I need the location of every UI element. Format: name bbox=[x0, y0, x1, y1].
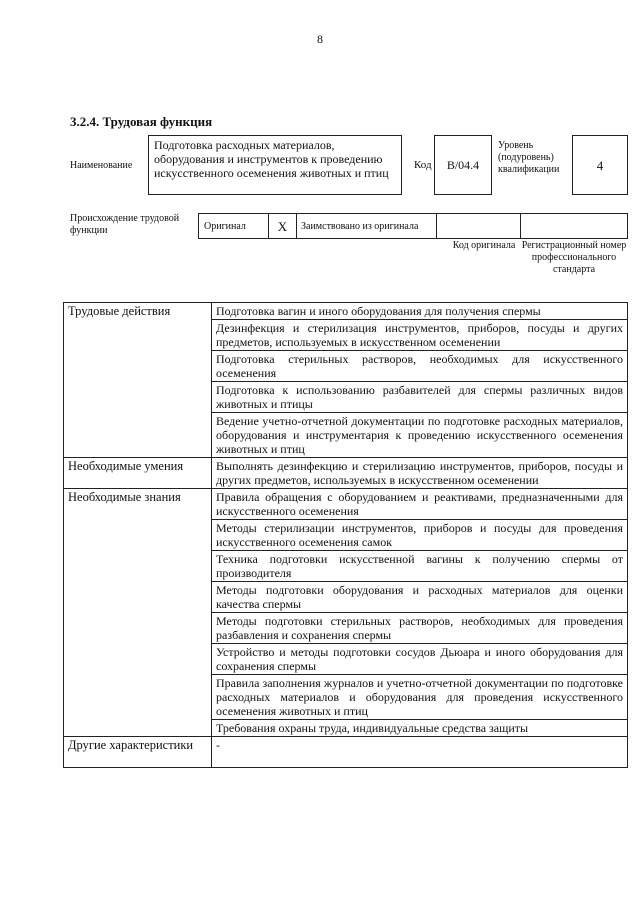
table-row bbox=[64, 458, 628, 489]
table-row bbox=[64, 737, 628, 768]
knowledge-item: Требования охраны труда, индивидуальные средства защиты bbox=[212, 720, 628, 737]
original-mark: X bbox=[268, 213, 296, 239]
knowledge-item: Правила обращения с оборудованием и реактивами, предназначенными для искусственного осеменения bbox=[212, 489, 628, 520]
function-table bbox=[63, 302, 628, 768]
knowledge-item: Устройство и методы подготовки сосудов Дьюара и иного оборудования для сохранения спермы bbox=[212, 644, 628, 675]
level-box: 4 bbox=[572, 135, 628, 195]
section-title: 3.2.4. Трудовая функция bbox=[70, 114, 213, 129]
table-row bbox=[64, 303, 628, 320]
origin-row bbox=[198, 213, 628, 239]
other-characteristics-label: Другие характеристики bbox=[64, 737, 212, 768]
original-code-cell bbox=[436, 213, 520, 239]
registration-number-cell bbox=[520, 213, 628, 239]
origin-label: Происхождение трудовой функции bbox=[70, 213, 180, 236]
labor-actions-label: Трудовые действия bbox=[64, 303, 212, 458]
page-number: 8 bbox=[317, 32, 323, 46]
labor-action-item: Ведение учетно-отчетной документации по подготовке расходных материалов, оборудования и инструментария к проведению искусственного осеменения животных и птиц bbox=[212, 413, 628, 458]
level-label: Уровень (подуровень) квалификации bbox=[498, 140, 560, 175]
skills-label: Необходимые умения bbox=[64, 458, 212, 489]
code-caption: Код оригинала bbox=[452, 240, 516, 251]
knowledge-item: Правила заполнения журналов и учетно-отчетной документации по подготовке расходных материалов и оборудования для проведения искусственного осеменения животных и птиц bbox=[212, 675, 628, 720]
name-label: Наименование bbox=[70, 160, 133, 171]
knowledge-item: Техника подготовки искусственной вагины к получению спермы от производителя bbox=[212, 551, 628, 582]
borrowed-cell: Заимствовано из оригинала bbox=[296, 213, 436, 239]
knowledge-item: Методы подготовки оборудования и расходных материалов для оценки качества спермы bbox=[212, 582, 628, 613]
other-characteristics-value: - bbox=[212, 737, 628, 768]
labor-action-item: Подготовка к использованию разбавителей для спермы различных видов животных и птицы bbox=[212, 382, 628, 413]
code-box: B/04.4 bbox=[434, 135, 492, 195]
knowledge-item: Методы подготовки стерильных растворов, необходимых для проведения разбавления и сохранения спермы bbox=[212, 613, 628, 644]
code-label: Код bbox=[414, 159, 432, 171]
knowledge-label: Необходимые знания bbox=[64, 489, 212, 737]
registration-caption: Регистрационный номер профессионального стандарта bbox=[521, 240, 627, 275]
function-name-box: Подготовка расходных материалов, оборудования и инструментов к проведению искусственного осеменения животных и птиц bbox=[148, 135, 402, 195]
skill-item: Выполнять дезинфекцию и стерилизацию инструментов, приборов, посуды и других предметов, используемых в искусственном осеменении bbox=[212, 458, 628, 489]
labor-action-item: Подготовка вагин и иного оборудования для получения спермы bbox=[212, 303, 628, 320]
knowledge-item: Методы стерилизации инструментов, приборов и посуды для проведения искусственного осеменения самок bbox=[212, 520, 628, 551]
labor-action-item: Дезинфекция и стерилизация инструментов, приборов, посуды и других предметов, используемых в искусственном осеменении bbox=[212, 320, 628, 351]
labor-action-item: Подготовка стерильных растворов, необходимых для искусственного осеменения bbox=[212, 351, 628, 382]
table-row bbox=[64, 489, 628, 520]
original-cell: Оригинал bbox=[198, 213, 268, 239]
